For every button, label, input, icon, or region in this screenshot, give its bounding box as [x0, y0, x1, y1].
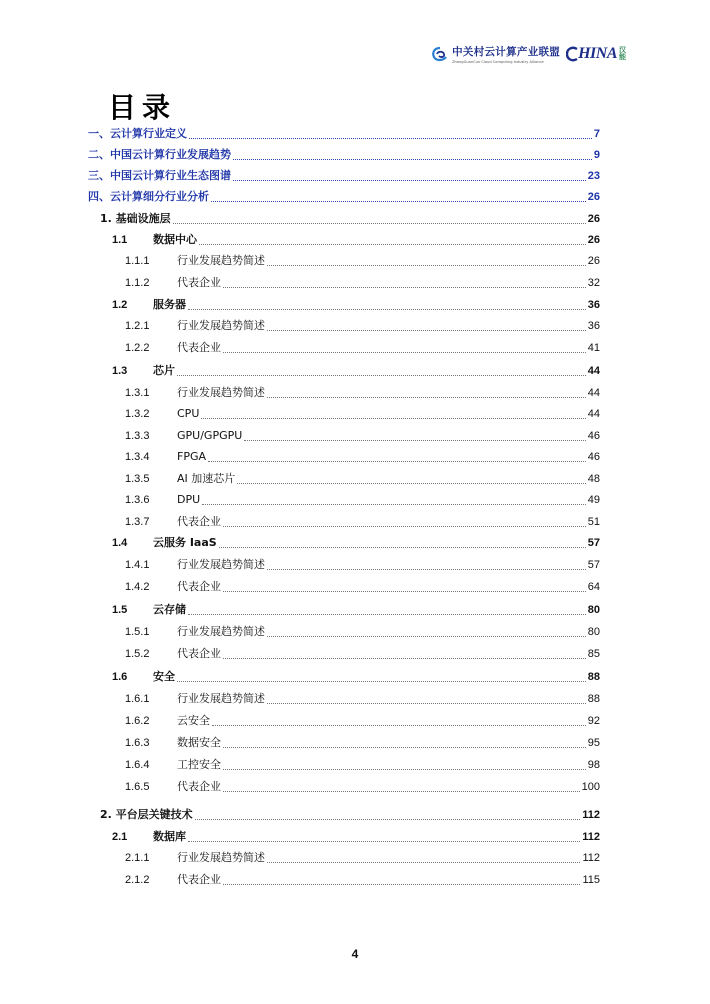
- toc-entry-label: 代表企业: [177, 580, 221, 593]
- toc-leader-dots: [267, 397, 586, 398]
- toc-entry-label: 数据安全: [177, 736, 221, 749]
- toc-entry-page: 44: [587, 408, 600, 420]
- toc-entry[interactable]: [0, 829, 710, 845]
- toc-leader-dots: [223, 769, 586, 770]
- toc-entry-page: 46: [587, 430, 600, 442]
- toc-entry-number: 1.2.1: [125, 320, 150, 332]
- toc-entry-label: 代表企业: [177, 780, 221, 793]
- toc-entry[interactable]: [0, 340, 710, 356]
- toc-entry-page: 44: [587, 387, 600, 399]
- toc-entry-label: 安全: [153, 670, 175, 683]
- toc-entry-page: 112: [582, 831, 600, 843]
- toc-entry-page: 51: [587, 516, 600, 528]
- toc-entry-number: 1.2.2: [125, 342, 150, 354]
- toc-entry-label: 一、云计算行业定义: [88, 127, 187, 140]
- toc-entry-page: 64: [587, 581, 600, 593]
- toc-entry-label: 行业发展趋势简述: [177, 319, 265, 332]
- toc-entry[interactable]: [0, 850, 710, 866]
- toc-leader-dots: [267, 703, 586, 704]
- toc-leader-dots: [267, 862, 580, 863]
- toc-entry-page: 88: [587, 693, 600, 705]
- toc-entry-label: FPGA: [177, 450, 207, 463]
- toc-leader-dots: [212, 725, 586, 726]
- toc-leader-dots: [189, 138, 592, 139]
- toc-entry-number: 1.3.5: [125, 473, 150, 485]
- toc-leader-dots: [267, 569, 586, 570]
- toc-entry-label: GPU/GPGPU: [177, 429, 243, 442]
- toc-entry-number: 1.6.5: [125, 781, 150, 793]
- toc-leader-dots: [267, 330, 586, 331]
- toc-entry-page: 57: [587, 559, 600, 571]
- toc-entry-page: 85: [587, 648, 600, 660]
- toc-entry[interactable]: [0, 211, 710, 227]
- toc-entry-number: 1.6.1: [125, 693, 150, 705]
- toc-entry[interactable]: [0, 189, 710, 205]
- toc-entry[interactable]: [0, 872, 710, 888]
- toc-entry-number: 1.5.1: [125, 626, 150, 638]
- toc-entry[interactable]: [0, 557, 710, 573]
- toc-entry-number: 1.3.3: [125, 430, 150, 442]
- toc-leader-dots: [201, 418, 585, 419]
- toc-entry-number: 1.6.2: [125, 715, 150, 727]
- toc-entry-label: 代表企业: [177, 647, 221, 660]
- toc-entry-label: 云存储: [153, 603, 186, 616]
- toc-entry-page: 23: [587, 170, 600, 182]
- toc-entry-label: 代表企业: [177, 276, 221, 289]
- toc-leader-dots: [233, 180, 586, 181]
- toc-entry[interactable]: [0, 385, 710, 401]
- toc-entry-label: 四、云计算细分行业分析: [88, 190, 209, 203]
- china-renaissance-logo-cn: 汉能: [619, 45, 626, 61]
- toc-leader-dots: [223, 526, 586, 527]
- alliance-logo-name: 中关村云计算产业联盟: [452, 46, 561, 58]
- toc-entry[interactable]: [0, 757, 710, 773]
- toc-entry[interactable]: [0, 275, 710, 291]
- toc-leader-dots: [233, 159, 592, 160]
- toc-entry-page: 98: [587, 759, 600, 771]
- toc-entry-label: DPU: [177, 493, 201, 506]
- toc-entry-label: CPU: [177, 407, 200, 420]
- toc-entry-page: 26: [587, 255, 600, 267]
- toc-entry-number: 1.6.3: [125, 737, 150, 749]
- toc-leader-dots: [177, 681, 586, 682]
- toc-entry-label: 芯片: [153, 364, 175, 377]
- toc-entry-page: 36: [587, 299, 600, 311]
- toc-leader-dots: [219, 547, 586, 548]
- toc-entry-page: 48: [587, 473, 600, 485]
- toc-entry-number: 1.3.7: [125, 516, 150, 528]
- toc-entry-page: 92: [587, 715, 600, 727]
- toc-entry-label: 数据库: [153, 830, 186, 843]
- toc-entry[interactable]: [0, 579, 710, 595]
- toc-entry-number: 2.1.1: [125, 852, 150, 864]
- toc-entry[interactable]: [0, 646, 710, 662]
- toc-entry-label: 行业发展趋势简述: [177, 386, 265, 399]
- toc-entry[interactable]: [0, 713, 710, 729]
- toc-leader-dots: [173, 223, 586, 224]
- toc-leader-dots: [223, 287, 586, 288]
- toc-entry-number: 1.5: [112, 604, 128, 616]
- toc-entry-label: 代表企业: [177, 873, 221, 886]
- china-renaissance-logo-text: HINA: [578, 45, 617, 62]
- page-number: 4: [351, 947, 359, 961]
- toc-entry[interactable]: [0, 471, 710, 487]
- toc-entry-page: 44: [587, 365, 600, 377]
- toc-entry[interactable]: [0, 779, 710, 795]
- toc-entry-page: 95: [587, 737, 600, 749]
- toc-entry-label: 数据中心: [153, 233, 197, 246]
- toc-entry-label: 代表企业: [177, 341, 221, 354]
- toc-entry-number: 1.4: [112, 537, 128, 549]
- toc-entry-number: 1.4.1: [125, 559, 150, 571]
- toc-entry[interactable]: [0, 253, 710, 269]
- toc-entry[interactable]: [0, 602, 710, 618]
- toc-leader-dots: [223, 658, 586, 659]
- toc-leader-dots: [199, 244, 586, 245]
- toc-entry[interactable]: [0, 807, 710, 823]
- toc-entry-label: 行业发展趋势简述: [177, 851, 265, 864]
- toc-entry-page: 80: [587, 626, 600, 638]
- toc-leader-dots: [195, 819, 581, 820]
- toc-entry-number: 1.2: [112, 299, 128, 311]
- toc-entry-label: 1. 基础设施层: [100, 212, 171, 225]
- toc-entry[interactable]: [0, 669, 710, 685]
- toc-leader-dots: [188, 614, 586, 615]
- toc-entry-number: 1.6.4: [125, 759, 150, 771]
- toc-leader-dots: [223, 591, 586, 592]
- toc-entry-number: 1.1.1: [125, 255, 150, 267]
- toc-entry-page: 7: [593, 128, 600, 140]
- toc-entry-number: 1.4.2: [125, 581, 150, 593]
- toc-entry[interactable]: [0, 449, 710, 465]
- toc-entry[interactable]: [0, 492, 710, 508]
- toc-leader-dots: [202, 504, 586, 505]
- page-title: 目录: [108, 91, 177, 124]
- toc-entry-number: 2.1: [112, 831, 128, 843]
- toc-entry[interactable]: [0, 126, 710, 142]
- toc-entry-number: 2.1.2: [125, 874, 150, 886]
- toc-entry-page: 26: [587, 234, 600, 246]
- toc-entry[interactable]: [0, 735, 710, 751]
- toc-entry-label: 工控安全: [177, 758, 221, 771]
- toc-entry[interactable]: [0, 406, 710, 422]
- toc-entry[interactable]: [0, 297, 710, 313]
- toc-entry-label: 行业发展趋势简述: [177, 625, 265, 638]
- toc-entry-label: 云安全: [177, 714, 210, 727]
- toc-entry-label: 2. 平台层关键技术: [100, 808, 193, 821]
- toc-entry[interactable]: [0, 535, 710, 551]
- toc-entry-label: 代表企业: [177, 515, 221, 528]
- toc-entry-page: 9: [593, 149, 600, 161]
- toc-entry-page: 36: [587, 320, 600, 332]
- toc-entry-number: 1.3.4: [125, 451, 150, 463]
- toc-entry-label: 行业发展趋势简述: [177, 254, 265, 267]
- toc-entry[interactable]: [0, 232, 710, 248]
- toc-leader-dots: [223, 747, 586, 748]
- toc-leader-dots: [188, 309, 586, 310]
- toc-entry[interactable]: [0, 624, 710, 640]
- toc-entry-page: 112: [582, 852, 600, 864]
- toc-entry[interactable]: [0, 514, 710, 530]
- toc-leader-dots: [223, 884, 580, 885]
- toc-entry[interactable]: [0, 691, 710, 707]
- toc-entry-number: 1.3.6: [125, 494, 150, 506]
- toc-entry-label: 服务器: [153, 298, 186, 311]
- toc-entry[interactable]: [0, 428, 710, 444]
- toc-leader-dots: [211, 201, 586, 202]
- toc-entry-label: 行业发展趋势简述: [177, 558, 265, 571]
- toc-entry[interactable]: [0, 147, 710, 163]
- toc-entry-number: 1.1.2: [125, 277, 150, 289]
- toc-entry-label: 行业发展趋势简述: [177, 692, 265, 705]
- toc-entry-number: 1.3.1: [125, 387, 150, 399]
- toc-entry-number: 1.6: [112, 671, 128, 683]
- alliance-logo-english: ZhongGuanCun Cloud Computing Industry Alliance: [452, 60, 544, 64]
- toc-entry-page: 49: [587, 494, 600, 506]
- toc-entry-page: 46: [587, 451, 600, 463]
- toc-entry-page: 41: [587, 342, 600, 354]
- toc-entry-label: 二、中国云计算行业发展趋势: [88, 148, 231, 161]
- toc-leader-dots: [237, 483, 585, 484]
- toc-entry-number: 1.3: [112, 365, 128, 377]
- toc-entry-page: 115: [582, 874, 600, 886]
- toc-entry-page: 26: [587, 213, 600, 225]
- toc-entry-page: 80: [587, 604, 600, 616]
- toc-entry-page: 57: [587, 537, 600, 549]
- toc-leader-dots: [267, 265, 586, 266]
- toc-leader-dots: [244, 440, 585, 441]
- toc-leader-dots: [223, 352, 586, 353]
- toc-entry-page: 100: [581, 781, 600, 793]
- toc-entry-number: 1.1: [112, 234, 128, 246]
- toc-entry[interactable]: [0, 318, 710, 334]
- toc-entry[interactable]: [0, 363, 710, 379]
- toc-entry-label: AI 加速芯片: [177, 472, 236, 485]
- toc-entry-page: 112: [582, 809, 600, 821]
- toc-leader-dots: [208, 461, 586, 462]
- toc-entry-number: 1.5.2: [125, 648, 150, 660]
- toc-leader-dots: [267, 636, 586, 637]
- toc-entry-page: 32: [587, 277, 600, 289]
- toc-entry-label: 云服务 IaaS: [153, 536, 217, 549]
- toc-leader-dots: [188, 841, 580, 842]
- toc-entry-page: 26: [587, 191, 600, 203]
- toc-entry[interactable]: [0, 168, 710, 184]
- toc-entry-label: 三、中国云计算行业生态图谱: [88, 169, 231, 182]
- toc-leader-dots: [177, 375, 586, 376]
- toc-entry-number: 1.3.2: [125, 408, 150, 420]
- toc-leader-dots: [223, 791, 580, 792]
- toc-entry-page: 88: [587, 671, 600, 683]
